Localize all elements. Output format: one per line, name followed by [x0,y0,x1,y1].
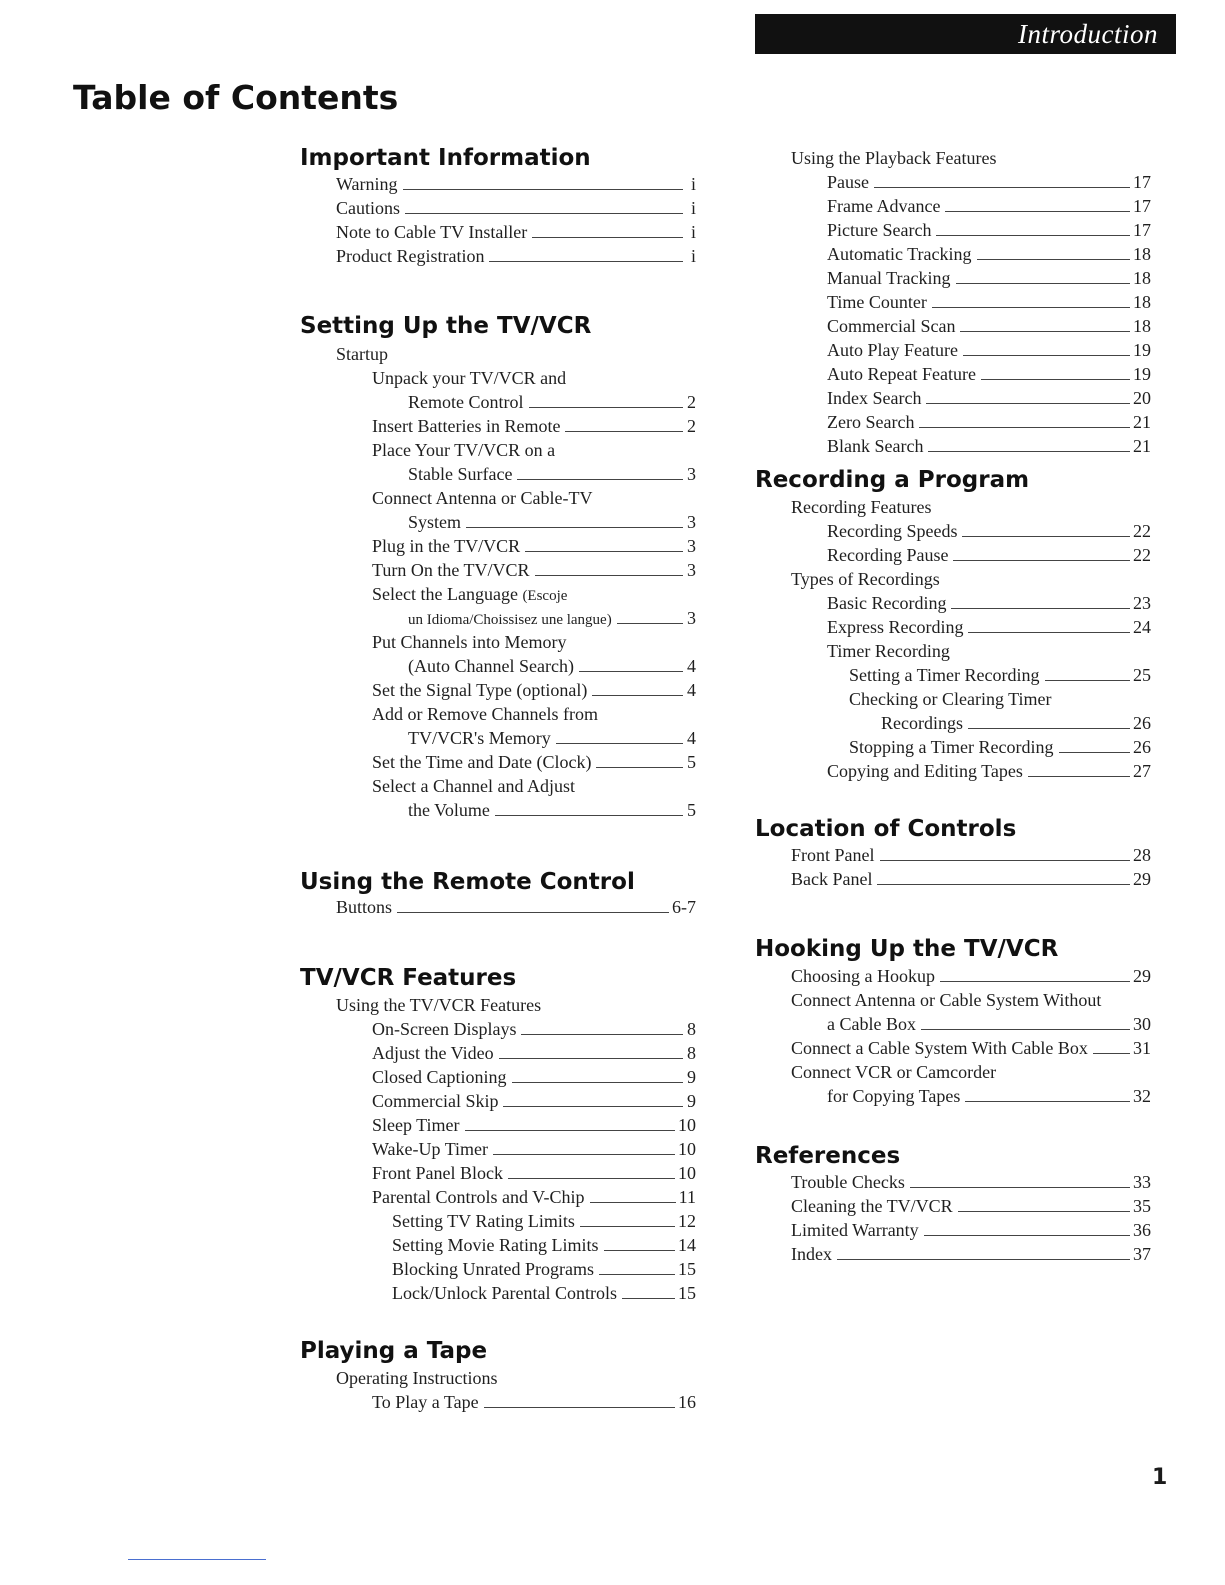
dot-leader [956,283,1131,284]
toc-entry-recording-speeds[interactable]: Recording Speeds 22 [827,521,1151,541]
dot-leader [592,695,683,696]
dot-leader [466,527,683,528]
dot-leader [928,451,1130,452]
toc-entry-onscreen-displays[interactable]: On-Screen Displays 8 [372,1019,696,1039]
toc-entry-warning[interactable]: Warning i [336,174,696,194]
toc-entry-auto-repeat[interactable]: Auto Repeat Feature 19 [827,364,1151,384]
dot-leader [880,860,1131,861]
toc-entry-copying-tapes[interactable]: for Copying Tapes 32 [827,1086,1151,1106]
section-tab-introduction: Introduction [755,14,1176,54]
heading-remote-control: Using the Remote Control [300,869,635,895]
toc-subhead-recording-features: Recording Features [791,497,932,517]
toc-entry-vcr-memory[interactable]: TV/VCR's Memory 4 [408,728,696,748]
dot-leader [535,575,683,576]
toc-entry-cleaning[interactable]: Cleaning the TV/VCR 35 [791,1196,1151,1216]
toc-subhead-operating-instructions: Operating Instructions [336,1368,498,1388]
dot-leader [465,1130,675,1131]
dot-leader [874,187,1130,188]
dot-leader [919,427,1130,428]
dot-leader [499,1058,683,1059]
toc-entry-volume[interactable]: the Volume 5 [408,800,696,820]
toc-entry-movie-rating-limits[interactable]: Setting Movie Rating Limits 14 [392,1235,696,1255]
toc-entry-checking-recordings[interactable]: Recordings 26 [881,713,1151,733]
dot-leader [1093,1053,1130,1054]
toc-entry-picture-search[interactable]: Picture Search 17 [827,220,1151,240]
dot-leader [596,767,683,768]
dot-leader [599,1274,675,1275]
dot-leader [960,331,1130,332]
toc-entry-turn-on[interactable]: Turn On the TV/VCR 3 [372,560,696,580]
dot-leader [940,981,1130,982]
toc-entry-blank-search[interactable]: Blank Search 21 [827,436,1151,456]
toc-subhead-playback-features: Using the Playback Features [791,148,997,168]
toc-entry-with-cable-box[interactable]: Connect a Cable System With Cable Box 31 [791,1038,1151,1058]
toc-entry-choosing-hookup[interactable]: Choosing a Hookup 29 [791,966,1151,986]
toc-entry-limited-warranty[interactable]: Limited Warranty 36 [791,1220,1151,1240]
toc-entry-back-panel[interactable]: Back Panel 29 [791,869,1151,889]
toc-subhead-using-features: Using the TV/VCR Features [336,995,542,1015]
dot-leader [532,237,683,238]
heading-tvvcr-features: TV/VCR Features [300,965,517,991]
toc-entry-place-line1: Place Your TV/VCR on a [372,440,556,460]
toc-entry-unrated-programs[interactable]: Blocking Unrated Programs 15 [392,1259,696,1279]
toc-entry-manual-tracking[interactable]: Manual Tracking 18 [827,268,1151,288]
toc-entry-wake-up-timer[interactable]: Wake-Up Timer 10 [372,1139,696,1159]
dot-leader [963,355,1130,356]
dot-leader [508,1178,675,1179]
toc-entry-stopping-timer[interactable]: Stopping a Timer Recording 26 [849,737,1151,757]
toc-entry-checking-line1: Checking or Clearing Timer [849,689,1052,709]
toc-entry-sleep-timer[interactable]: Sleep Timer 10 [372,1115,696,1135]
dot-leader [924,1235,1130,1236]
toc-subhead-startup: Startup [336,344,388,364]
dot-leader [617,623,683,624]
dot-leader [877,884,1130,885]
dot-leader [403,189,683,190]
toc-entry-pause[interactable]: Pause 17 [827,172,1151,192]
toc-entry-automatic-tracking[interactable]: Automatic Tracking 18 [827,244,1151,264]
toc-entry-volume-line1: Select a Channel and Adjust [372,776,575,796]
toc-entry-cautions[interactable]: Cautions i [336,198,696,218]
heading-playing-a-tape: Playing a Tape [300,1338,488,1364]
toc-entry-lock-unlock[interactable]: Lock/Unlock Parental Controls 15 [392,1283,696,1303]
toc-entry-add-remove-line1: Add or Remove Channels from [372,704,598,724]
toc-entry-batteries[interactable]: Insert Batteries in Remote 2 [372,416,696,436]
heading-references: References [755,1143,901,1169]
dot-leader [512,1082,684,1083]
dot-leader [622,1298,675,1299]
toc-entry-auto-play[interactable]: Auto Play Feature 19 [827,340,1151,360]
toc-entry-clock[interactable]: Set the Time and Date (Clock) 5 [372,752,696,772]
dot-leader [484,1407,675,1408]
page-number: 1 [1152,1465,1168,1490]
dot-leader [590,1202,676,1203]
dot-leader [968,728,1130,729]
dot-leader [962,536,1130,537]
dot-leader [503,1106,683,1107]
toc-entry-copying-editing[interactable]: Copying and Editing Tapes 27 [827,761,1151,781]
toc-entry-stable-surface[interactable]: Stable Surface 3 [408,464,696,484]
dot-leader [958,1211,1130,1212]
toc-entry-vcr-camcorder-line1: Connect VCR or Camcorder [791,1062,997,1082]
toc-entry-index-search[interactable]: Index Search 20 [827,388,1151,408]
dot-leader [489,261,683,262]
dot-leader [556,743,683,744]
toc-entry-frame-advance[interactable]: Frame Advance 17 [827,196,1151,216]
toc-entry-commercial-skip[interactable]: Commercial Skip 9 [372,1091,696,1111]
dot-leader [953,560,1130,561]
dot-leader [1059,752,1130,753]
dot-leader [921,1029,1130,1030]
dot-leader [405,213,683,214]
dot-leader [965,1101,1130,1102]
toc-entry-antenna-without-line1: Connect Antenna or Cable System Without [791,990,1102,1010]
toc-entry-cable-installer-note[interactable]: Note to Cable TV Installer i [336,222,696,242]
dot-leader [579,671,683,672]
dot-leader [495,815,683,816]
toc-entry-language-line1: Select the Language (Escoje [372,584,568,604]
toc-entry-front-panel-block[interactable]: Front Panel Block 10 [372,1163,696,1183]
bottom-rule [128,1559,266,1560]
dot-leader [936,235,1130,236]
dot-leader [517,479,683,480]
toc-entry-without-cable-box[interactable]: a Cable Box 30 [827,1014,1151,1034]
toc-entry-play-a-tape[interactable]: To Play a Tape 16 [372,1392,696,1412]
toc-entry-adjust-video[interactable]: Adjust the Video 8 [372,1043,696,1063]
dot-leader [521,1034,683,1035]
toc-entry-basic-recording[interactable]: Basic Recording 23 [827,593,1151,613]
toc-entry-language[interactable]: un Idioma/Choissisez une langue) 3 [408,608,696,628]
dot-leader [529,407,684,408]
dot-leader [932,307,1130,308]
toc-entry-tv-rating-limits[interactable]: Setting TV Rating Limits 12 [392,1211,696,1231]
toc-entry-zero-search[interactable]: Zero Search 21 [827,412,1151,432]
dot-leader [945,211,1130,212]
toc-entry-unpack[interactable]: Remote Control 2 [408,392,696,412]
dot-leader [565,431,683,432]
dot-leader [977,259,1131,260]
dot-leader [1045,680,1131,681]
toc-entry-buttons[interactable]: Buttons 6-7 [336,897,696,917]
dot-leader [926,403,1130,404]
toc-entry-express-recording[interactable]: Express Recording 24 [827,617,1151,637]
dot-leader [1028,776,1130,777]
toc-entry-setting-timer[interactable]: Setting a Timer Recording 25 [849,665,1151,685]
toc-entry-commercial-scan[interactable]: Commercial Scan 18 [827,316,1151,336]
dot-leader [580,1226,675,1227]
toc-entry-index[interactable]: Index 37 [791,1244,1151,1264]
toc-entry-time-counter[interactable]: Time Counter 18 [827,292,1151,312]
toc-entry-channels-line1: Put Channels into Memory [372,632,567,652]
toc-entry-signal-type[interactable]: Set the Signal Type (optional) 4 [372,680,696,700]
dot-leader [951,608,1130,609]
toc-entry-recording-pause[interactable]: Recording Pause 22 [827,545,1151,565]
heading-important-information: Important Information [300,145,591,171]
toc-entry-plug-in[interactable]: Plug in the TV/VCR 3 [372,536,696,556]
toc-subhead-types-of-recordings: Types of Recordings [791,569,940,589]
dot-leader [910,1187,1130,1188]
toc-entry-parental-controls[interactable]: Parental Controls and V-Chip 11 [372,1187,696,1207]
dot-leader [981,379,1130,380]
toc-entry-closed-captioning[interactable]: Closed Captioning 9 [372,1067,696,1087]
dot-leader [968,632,1130,633]
toc-entry-product-registration[interactable]: Product Registration i [336,246,696,266]
dot-leader [525,551,683,552]
heading-hooking-up: Hooking Up the TV/VCR [755,936,1059,962]
toc-entry-antenna-system[interactable]: System 3 [408,512,696,532]
heading-recording-a-program: Recording a Program [755,467,1030,493]
toc-entry-trouble-checks[interactable]: Trouble Checks 33 [791,1172,1151,1192]
dot-leader [604,1250,676,1251]
toc-entry-auto-channel-search[interactable]: (Auto Channel Search) 4 [408,656,696,676]
dot-leader [397,912,669,913]
heading-setting-up: Setting Up the TV/VCR [300,313,592,339]
heading-location-of-controls: Location of Controls [755,816,1017,842]
toc-entry-front-panel[interactable]: Front Panel 28 [791,845,1151,865]
toc-subhead-timer-recording: Timer Recording [827,641,950,661]
page-title: Table of Contents [73,78,399,117]
dot-leader [837,1259,1130,1260]
dot-leader [493,1154,675,1155]
toc-entry-unpack-line1: Unpack your TV/VCR and [372,368,567,388]
toc-entry-antenna-line1: Connect Antenna or Cable-TV [372,488,593,508]
